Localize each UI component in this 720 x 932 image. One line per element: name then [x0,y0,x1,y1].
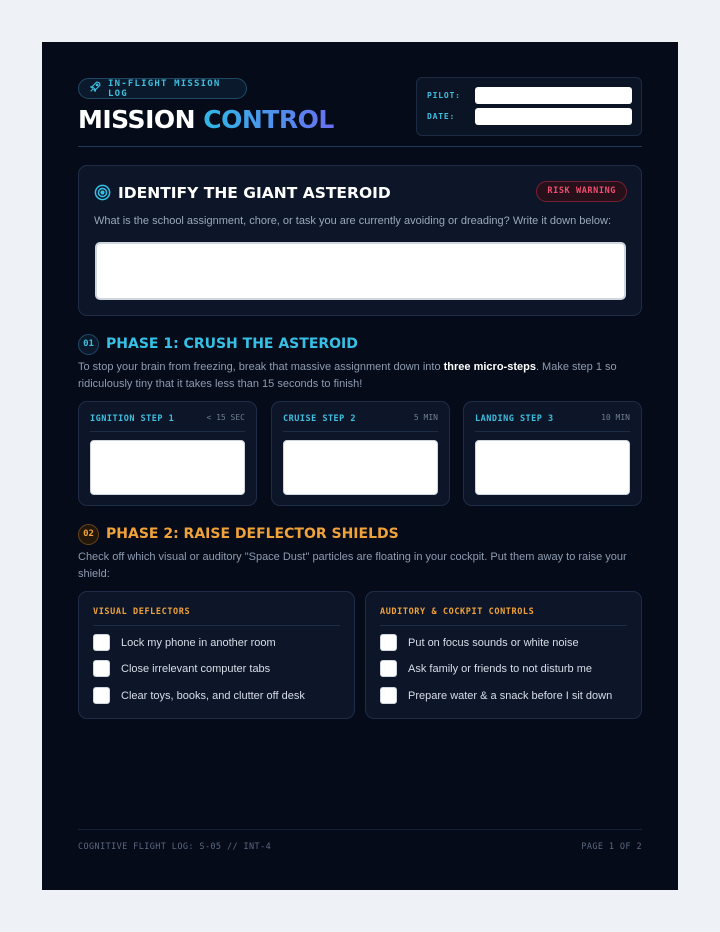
badge-label: IN-FLIGHT MISSION LOG [108,78,221,99]
phase1-description [78,359,642,392]
step-divider [90,431,245,432]
checklist-item [380,687,612,704]
checkbox[interactable] [93,687,110,704]
step-time: 5 MIN [413,413,438,422]
step-label: LANDING STEP 3 [475,414,554,424]
phase2-description: Check off which visual or auditory "Space Dust" particles are floating in your cockpit. Put them away to raise your shield: [78,551,627,580]
asteroid-prompt: What is the school assignment, chore, or task you are currently avoiding or dreading? Write it down below: [94,215,612,227]
step-divider [475,431,630,432]
phase1-title: PHASE 1: CRUSH THE ASTEROID [106,336,358,352]
mission-log-badge [78,78,247,99]
auditory-controls-title: AUDITORY & COCKPIT CONTROLS [380,607,535,617]
ignition-step-card [78,401,257,506]
date-field[interactable] [475,108,632,125]
title-accent: CONTROL [203,105,334,134]
pilot-info-box [416,77,642,136]
pilot-label: PILOT: [427,91,461,100]
risk-warning-badge: RISK WARNING [536,181,627,202]
checkbox[interactable] [380,687,397,704]
checklist-item [93,634,276,651]
phase2-number: 02 [78,524,99,545]
phase2-title: PHASE 2: RAISE DEFLECTOR SHIELDS [106,526,399,542]
visual-deflectors-title: VISUAL DEFLECTORS [93,607,191,617]
pilot-field[interactable] [475,87,632,104]
checklist-item [93,687,305,704]
page-title [78,105,334,134]
phase1-text-after: . Make step 1 so ridiculously tiny that it takes less than 15 seconds to finish! [78,361,617,390]
landing-step-field[interactable] [475,440,630,495]
checklist-label: Prepare water & a snack before I sit down [408,689,613,702]
ignition-step-field[interactable] [90,440,245,495]
checklist-label: Lock my phone in another room [121,636,276,649]
card-divider [380,625,627,626]
checkbox[interactable] [93,660,110,677]
step-divider [283,431,438,432]
mission-log-sheet [42,42,678,890]
checklist-label: Put on focus sounds or white noise [408,636,579,649]
header-divider [78,146,642,147]
step-label: CRUISE STEP 2 [283,414,357,424]
phase1-text-bold: three micro-steps [443,361,536,373]
checklist-item [93,660,270,677]
step-label: IGNITION STEP 1 [90,414,175,424]
footer-divider [78,829,642,830]
card-divider [93,625,340,626]
checklist-label: Close irrelevant computer tabs [121,662,271,675]
date-row [427,108,632,125]
checkbox[interactable] [380,634,397,651]
asteroid-answer-field[interactable] [95,242,626,300]
cruise-step-card [271,401,450,506]
page-number: PAGE 1 OF 2 [581,842,642,852]
rocket-icon [89,80,102,98]
cruise-step-field[interactable] [283,440,438,495]
checkbox[interactable] [380,660,397,677]
step-time: < 15 SEC [206,413,245,422]
target-icon [94,184,111,201]
landing-step-card [463,401,642,506]
phase1-text-before: To stop your brain from freezing, break that massive assignment down into [78,361,444,373]
phase1-number: 01 [78,334,99,355]
step-time: 10 MIN [601,413,630,422]
asteroid-card [78,165,642,316]
checklist-item [380,634,579,651]
visual-deflectors-card [78,591,355,719]
footer-log-id: COGNITIVE FLIGHT LOG: S-05 // INT-4 [78,842,272,852]
checklist-label: Clear toys, books, and clutter off desk [121,689,305,702]
pilot-row [427,87,632,104]
date-label: DATE: [427,112,456,121]
title-white: MISSION [78,105,196,134]
auditory-controls-card [365,591,642,719]
asteroid-title: IDENTIFY THE GIANT ASTEROID [118,184,391,202]
checklist-item [380,660,592,677]
checklist-label: Ask family or friends to not disturb me [408,662,593,675]
checkbox[interactable] [93,634,110,651]
